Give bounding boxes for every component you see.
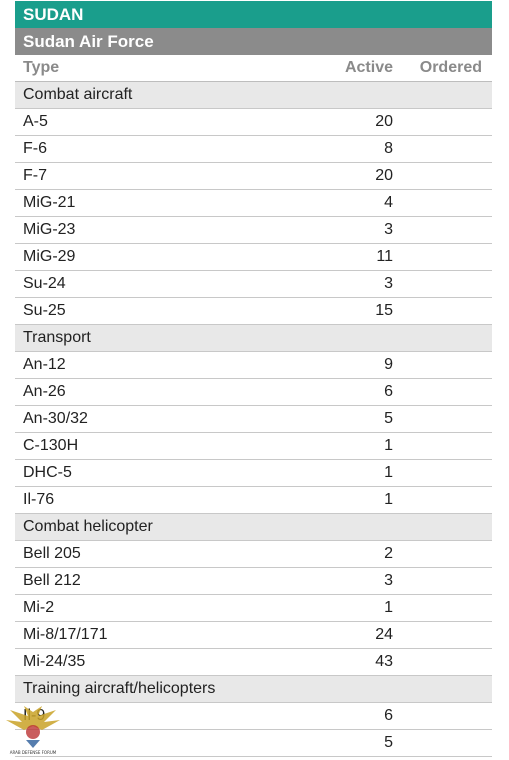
table-row: [15, 163, 492, 190]
type-cell: An-30/32: [23, 410, 88, 427]
category-row: [15, 676, 492, 703]
table-row: [15, 649, 492, 676]
active-cell: 15: [375, 302, 393, 319]
active-cell: 8: [384, 140, 393, 157]
active-cell: 24: [375, 626, 393, 643]
active-cell: 6: [384, 707, 393, 724]
active-cell: 5: [384, 734, 393, 751]
active-cell: 1: [384, 437, 393, 454]
category-row: [15, 514, 492, 541]
inventory-table: [15, 1, 492, 757]
column-header-row: [15, 55, 492, 82]
category-row: [15, 325, 492, 352]
active-cell: 43: [375, 653, 393, 670]
type-cell: F-6: [23, 140, 47, 157]
table-row: [15, 433, 492, 460]
type-cell: Mi-24/35: [23, 653, 86, 670]
category-label: Combat aircraft: [23, 86, 133, 103]
type-cell: Bell 205: [23, 545, 81, 562]
active-cell: 1: [384, 599, 393, 616]
table-row: [15, 460, 492, 487]
active-cell: 3: [384, 275, 393, 292]
column-active: Active: [344, 59, 393, 76]
table-row: [15, 730, 492, 757]
table-row: [15, 703, 492, 730]
table-row: [15, 406, 492, 433]
active-cell: 6: [384, 383, 393, 400]
table-row: [15, 109, 492, 136]
table-row: [15, 271, 492, 298]
category-row: [15, 82, 492, 109]
table-row: [15, 298, 492, 325]
eagle-emblem-icon: [2, 704, 64, 758]
table-row: [15, 568, 492, 595]
category-label: Combat helicopter: [23, 518, 153, 535]
type-cell: F-7: [23, 167, 47, 184]
column-ordered: Ordered: [419, 59, 482, 76]
table-row: [15, 217, 492, 244]
type-cell: Su-24: [23, 275, 66, 292]
active-cell: 5: [384, 410, 393, 427]
type-cell: DHC-5: [23, 464, 72, 481]
watermark-text: ARAB DEFENSE FORUM: [9, 750, 57, 755]
active-cell: 20: [375, 167, 393, 184]
force-title: Sudan Air Force: [15, 28, 492, 55]
active-cell: 1: [384, 464, 393, 481]
active-cell: 9: [384, 356, 393, 373]
active-cell: 4: [384, 194, 393, 211]
active-cell: 11: [376, 248, 393, 265]
type-cell: A-5: [23, 113, 48, 130]
table-row: [15, 541, 492, 568]
table-row: [15, 244, 492, 271]
type-cell: Mi-8/17/171: [23, 626, 108, 643]
table-row: [15, 136, 492, 163]
table-row: [15, 190, 492, 217]
type-cell: An-12: [23, 356, 66, 373]
table-row: [15, 487, 492, 514]
active-cell: 2: [384, 545, 393, 562]
type-cell: C-130H: [23, 437, 79, 454]
table-row: [15, 595, 492, 622]
table-body: [15, 82, 492, 757]
type-cell: MiG-23: [23, 221, 76, 238]
table-row: [15, 622, 492, 649]
active-cell: 3: [384, 572, 393, 589]
table-row: [15, 352, 492, 379]
active-cell: 3: [384, 221, 393, 238]
column-type: Type: [23, 59, 60, 76]
type-cell: Su-25: [23, 302, 66, 319]
type-cell: MiG-29: [23, 248, 76, 265]
country-title: SUDAN: [15, 1, 492, 28]
type-cell: An-26: [23, 383, 66, 400]
type-cell: MiG-21: [23, 194, 76, 211]
active-cell: 20: [375, 113, 393, 130]
active-cell: 1: [384, 491, 393, 508]
type-cell: Il-76: [23, 491, 55, 508]
category-label: Transport: [23, 329, 91, 346]
type-cell: Mi-2: [23, 599, 55, 616]
table-row: [15, 379, 492, 406]
type-cell: Bell 212: [23, 572, 81, 589]
category-label: Training aircraft/helicopters: [23, 680, 216, 697]
